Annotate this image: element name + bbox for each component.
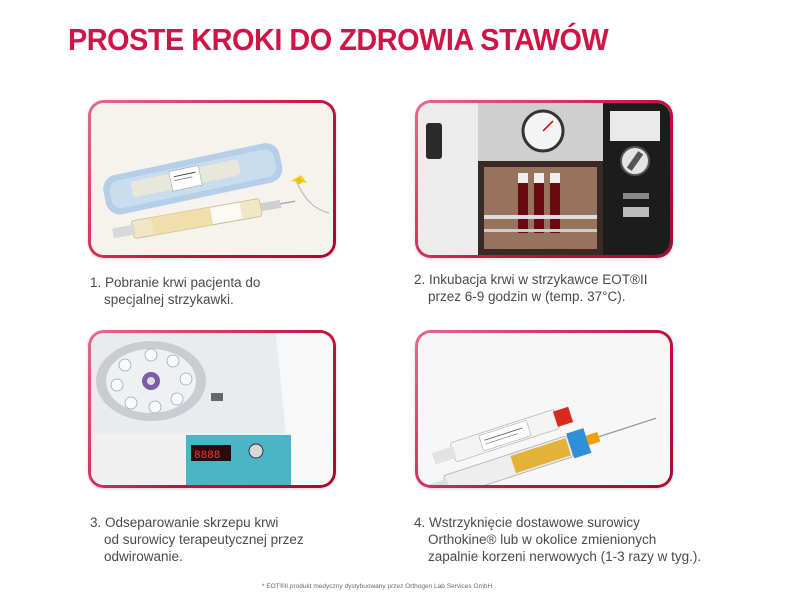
step-3-image (88, 330, 336, 488)
syringe-kit-photo (91, 103, 333, 255)
incubator-photo (418, 103, 670, 255)
step-2-line2: przez 6-9 godzin w (temp. 37°C). (428, 289, 626, 304)
page-title: PROSTE KROKI DO ZDROWIA STAWÓW (68, 22, 609, 57)
footnote: * EOT®II produkt medyczny dystybuowany przez Orthogen Lab Services GmbH (262, 583, 493, 590)
step-4-line2: Orthokine® lub w okolice zmienionych (428, 532, 657, 547)
step-1-caption (90, 274, 260, 308)
step-3-caption (90, 514, 304, 565)
svg-text:8888: 8888 (194, 450, 221, 462)
step-3-line2: od surowicy terapeutycznej przez (104, 532, 304, 547)
step-3-line3: odwirowanie. (104, 549, 183, 564)
step-3-line1: 3. Odseparowanie skrzepu krwi (90, 515, 279, 530)
centrifuge-photo (91, 333, 333, 485)
step-4-caption (414, 514, 701, 565)
step-4-line3: zapalnie korzeni nerwowych (1-3 razy w tyg.). (428, 549, 702, 564)
step-2-caption (414, 271, 648, 305)
step-2-line1: 2. Inkubacja krwi w strzykawce EOT®II (414, 272, 648, 287)
step-1-line2: specjalnej strzykawki. (104, 292, 234, 307)
step-2-image (415, 100, 673, 258)
step-1-line1: 1. Pobranie krwi pacjenta do (90, 275, 261, 290)
step-4-line1: 4. Wstrzyknięcie dostawowe surowicy (414, 515, 640, 530)
syringe-injection-photo (418, 333, 670, 485)
step-1-image (88, 100, 336, 258)
step-4-image (415, 330, 673, 488)
